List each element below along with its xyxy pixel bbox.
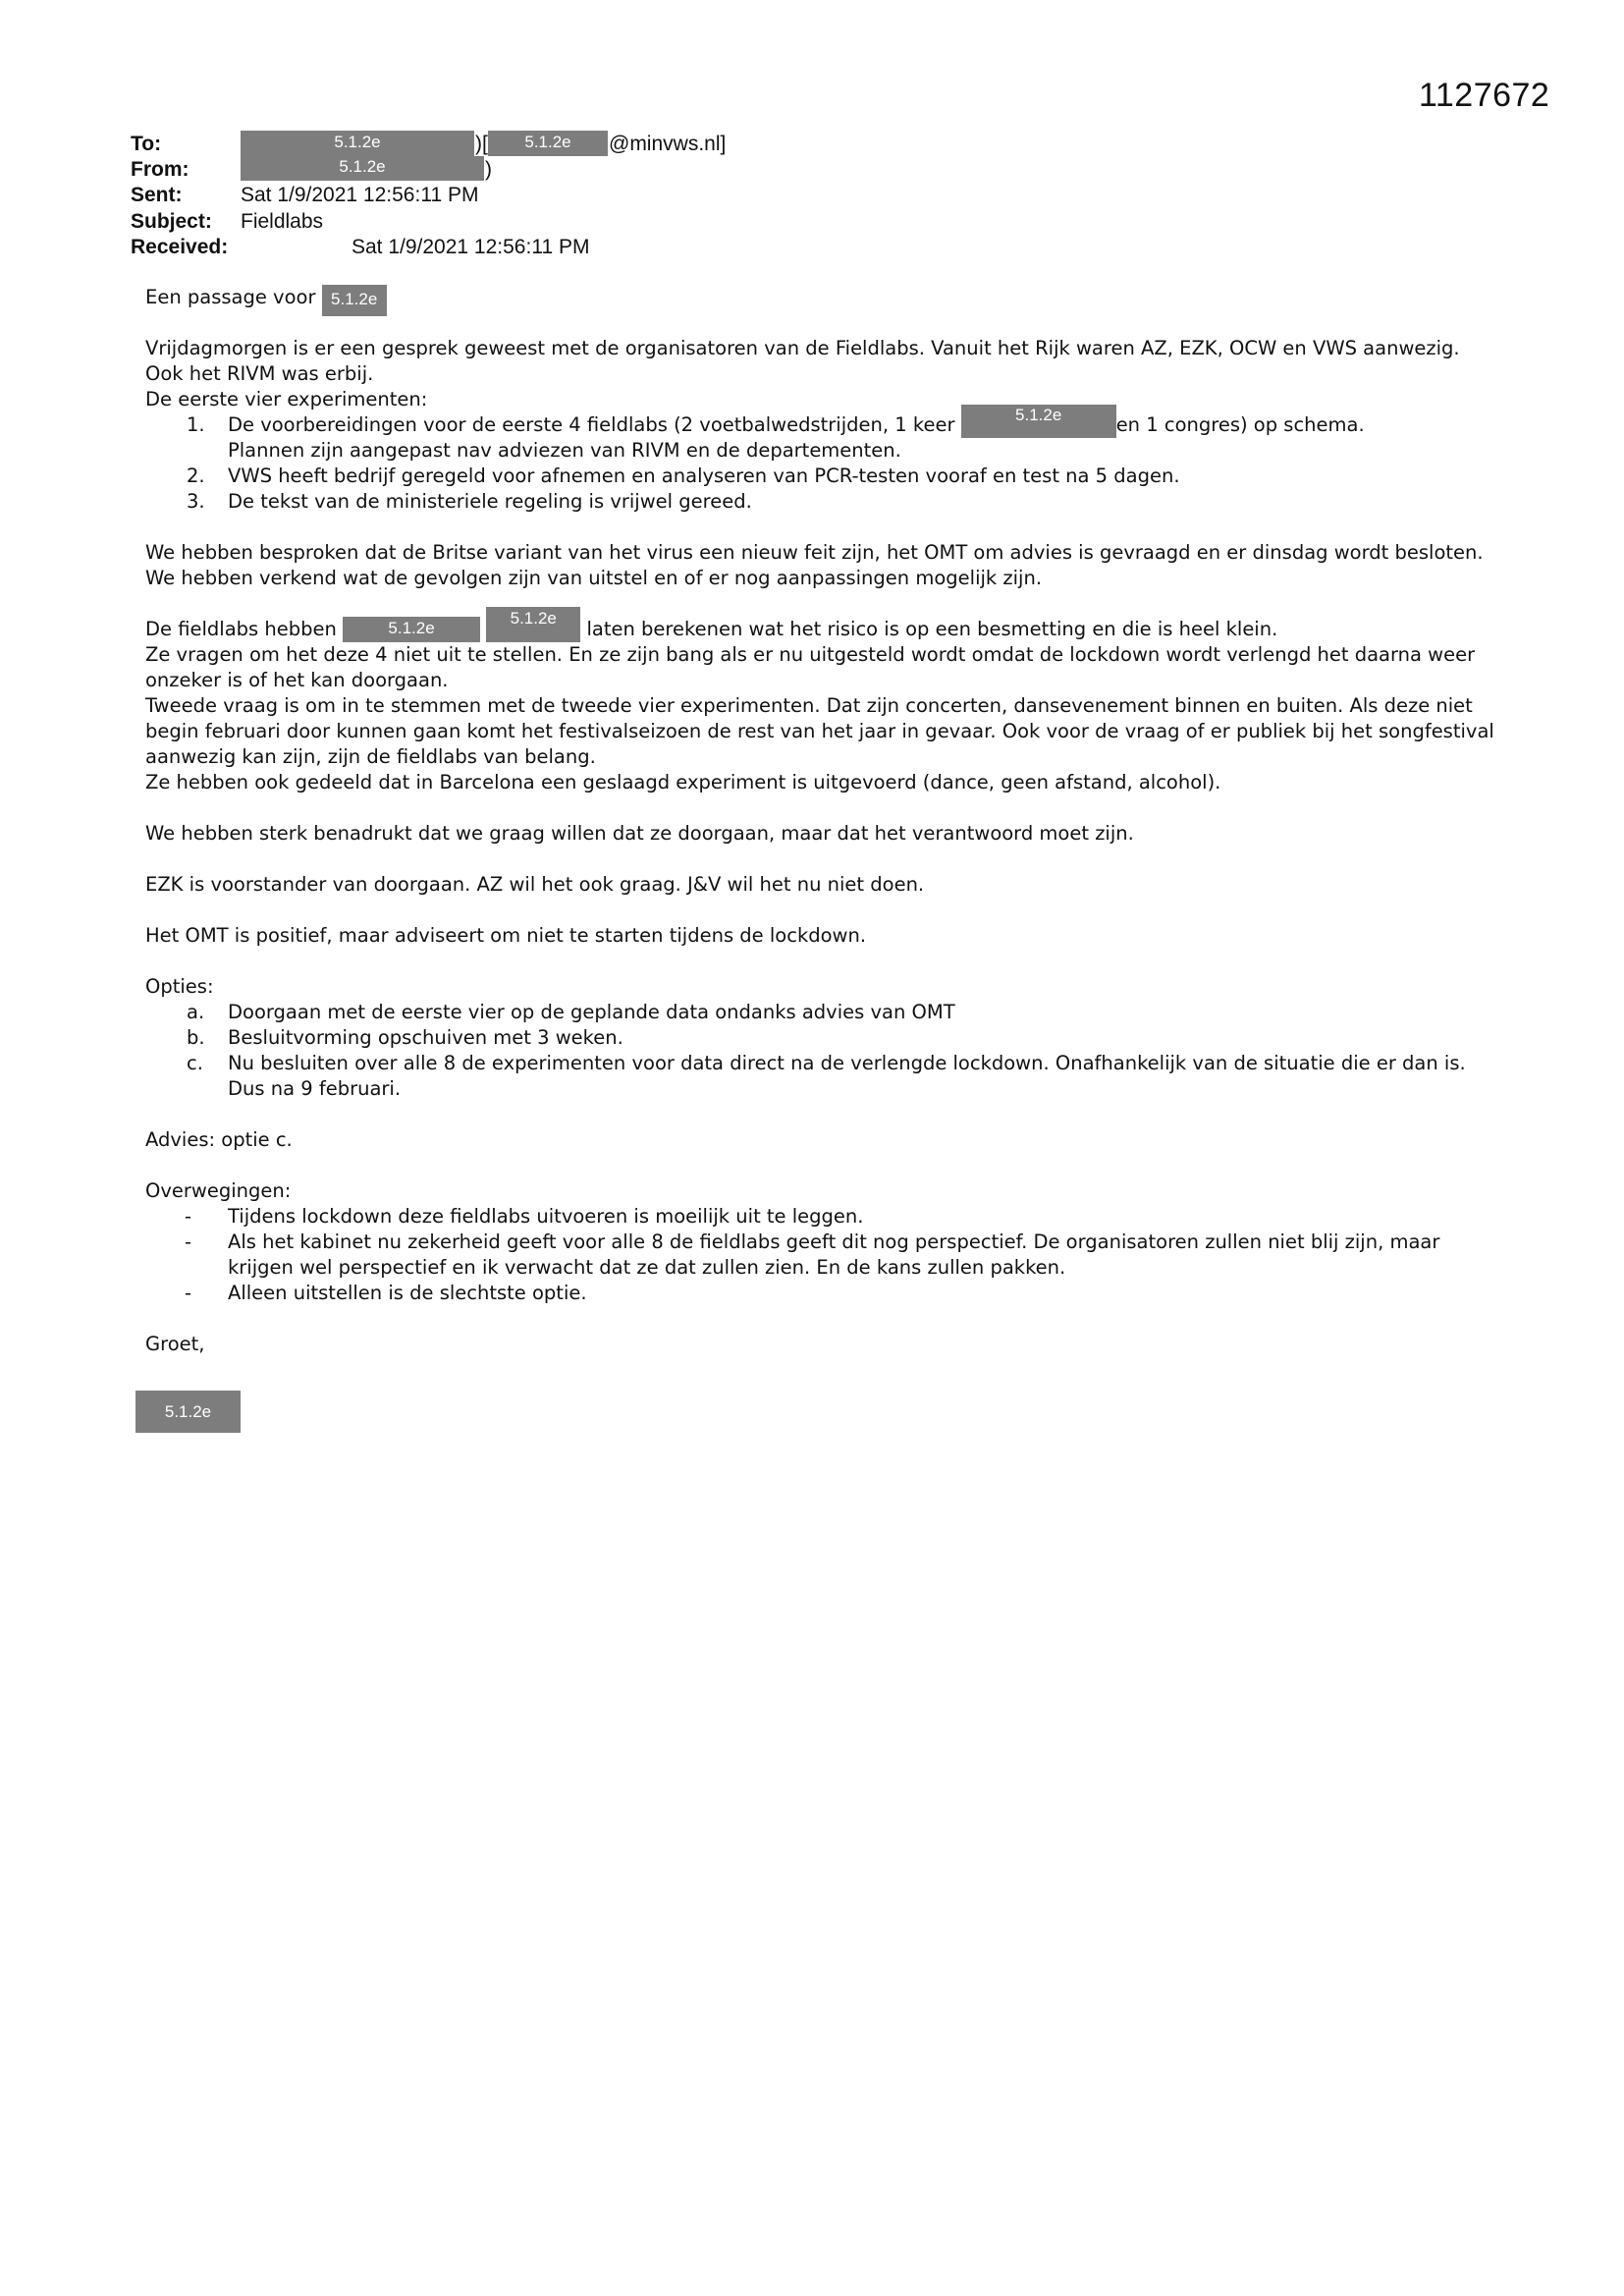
to-email-suffix: @minvws.nl] [609, 133, 727, 155]
list-item-text: en 1 congres) op schema. [1115, 413, 1365, 436]
sent-label: Sent: [131, 184, 183, 206]
paragraph-request-two: Tweede vraag is om in te stemmen met de tweede vier experimenten. Dat zijn concerten, dansevenement binnen en buiten. Als deze niet begin februari door kunnen gaan komt het festivalseizoen de rest van het jaar in gevaar. Ook voor de vraag of er publiek bij het songfestival aanwezig kan zijn, zijn de fieldlabs van belang. [145, 694, 1494, 768]
redaction-to-email: 5.1.2e [488, 131, 608, 156]
paragraph-emphasis: We hebben sterk benadrukt dat we graag willen dat ze doorgaan, maar dat het verantwoord moet zijn. [145, 822, 1134, 845]
list-marker: 2. [187, 465, 205, 487]
list-item-text: Alleen uitstellen is de slechtste optie. [228, 1282, 587, 1304]
list-marker: - [185, 1230, 192, 1253]
list-item-text: Tijdens lockdown deze fieldlabs uitvoeren is moeilijk uit te leggen. [228, 1205, 864, 1228]
paragraph-omt: Het OMT is positief, maar adviseert om niet te starten tijdens de lockdown. [145, 924, 867, 947]
paragraph-british-variant: We hebben besproken dat de Britse variant van het virus een nieuw feit zijn, het OMT om advies is gevraagd en er dinsdag wordt besloten. [145, 541, 1484, 564]
redaction-to-name: 5.1.2e [241, 131, 474, 156]
redaction-party-2: 5.1.2e [486, 607, 580, 642]
list-item-text: VWS heeft bedrijf geregeld voor afnemen en analyseren van PCR-testen vooraf en test na 5 dagen. [228, 465, 1180, 487]
considerations-list [145, 1204, 1500, 1306]
greeting-prefix: Een passage voor [145, 286, 316, 308]
redaction-from-name: 5.1.2e [241, 156, 484, 181]
received-value: Sat 1/9/2021 12:56:11 PM [352, 236, 590, 258]
list-item [145, 1230, 1500, 1281]
paragraph-barcelona: Ze hebben ook gedeeld dat in Barcelona een geslaagd experiment is uitgevoerd (dance, geen afstand, alcohol). [145, 771, 1221, 793]
list-marker: a. [187, 1001, 205, 1023]
list-item [145, 489, 1500, 515]
to-label: To: [131, 133, 162, 155]
received-label: Received: [131, 236, 229, 258]
greeting-line [145, 285, 1500, 318]
list-marker: - [185, 1282, 192, 1304]
list-item-text: Doorgaan met de eerste vier op de geplande data ondanks advies van OMT [228, 1001, 955, 1023]
options-list [145, 1000, 1500, 1102]
risk-prefix: De fieldlabs hebben [145, 618, 337, 640]
list-marker: 3. [187, 490, 205, 513]
sent-value: Sat 1/9/2021 12:56:11 PM [241, 184, 479, 206]
subject-label: Subject: [131, 210, 212, 233]
redaction-recipient: 5.1.2e [322, 285, 387, 316]
experiments-list [145, 406, 1500, 515]
options-title: Opties: [145, 975, 214, 998]
redaction-event: 5.1.2e [961, 405, 1116, 438]
paragraph-request-one: Ze vragen om het deze 4 niet uit te stellen. En ze zijn bang als er nu uitgesteld wordt omdat de lockdown wordt verlengd het daarna weer onzeker is of het kan doorgaan. [145, 643, 1476, 691]
list-item [145, 1000, 1500, 1025]
list-item-text: Plannen zijn aangepast nav adviezen van RIVM en de departementen. [228, 439, 901, 462]
list-item-text: Nu besluiten over alle 8 de experimenten voor data direct na de verlengde lockdown. Onafhankelijk van de situatie die er dan is. Dus na 9 februari. [228, 1052, 1466, 1100]
list-item [145, 464, 1500, 489]
list-item [145, 1281, 1500, 1306]
considerations-title: Overwegingen: [145, 1179, 292, 1202]
paragraph-meeting: Vrijdagmorgen is er een gesprek geweest met de organisatoren van de Fieldlabs. Vanuit het Rijk waren AZ, EZK, OCW en VWS aanwezig. Ook het RIVM was erbij. [145, 337, 1460, 385]
from-label: From: [131, 158, 189, 181]
list-marker: - [185, 1205, 192, 1228]
advice-line: Advies: optie c. [145, 1128, 293, 1151]
paragraph-experiments-intro: De eerste vier experimenten: [145, 388, 428, 410]
risk-suffix: laten berekenen wat het risico is op een besmetting en die is heel klein. [586, 618, 1278, 640]
redaction-party-1: 5.1.2e [343, 617, 480, 642]
list-item [145, 1051, 1500, 1102]
list-item [145, 1025, 1500, 1051]
from-suffix: ) [485, 158, 492, 181]
document-number: 1127672 [1419, 77, 1550, 114]
list-marker: 1. [187, 413, 205, 436]
list-item [145, 406, 1500, 464]
subject-value: Fieldlabs [241, 210, 324, 233]
to-bracket: )[ [475, 133, 488, 155]
list-marker: c. [187, 1052, 203, 1074]
list-item-text: De tekst van de ministeriele regeling is vrijwel gereed. [228, 490, 752, 513]
list-marker: b. [187, 1026, 205, 1049]
list-item-text: Besluitvorming opschuiven met 3 weken. [228, 1026, 623, 1049]
list-item-text: Als het kabinet nu zekerheid geeft voor alle 8 de fieldlabs geeft dit nog perspectief. De organisatoren zullen niet blij zijn, maar krijgen wel perspectief en ik verwacht dat ze dat zullen zien. En de kans zullen pakken. [228, 1230, 1440, 1279]
closing-line: Groet, [145, 1333, 205, 1355]
list-item [145, 1204, 1500, 1230]
redaction-signature: 5.1.2e [135, 1391, 241, 1433]
paragraph-risk [145, 609, 1500, 642]
paragraph-consequences: We hebben verkend wat de gevolgen zijn van uitstel en of er nog aanpassingen mogelijk zijn. [145, 567, 1043, 589]
email-body [145, 285, 1500, 1357]
list-item-text: De voorbereidingen voor de eerste 4 fieldlabs (2 voetbalwedstrijden, 1 keer [228, 413, 955, 436]
paragraph-positions: EZK is voorstander van doorgaan. AZ wil het ook graag. J&V wil het nu niet doen. [145, 873, 925, 896]
